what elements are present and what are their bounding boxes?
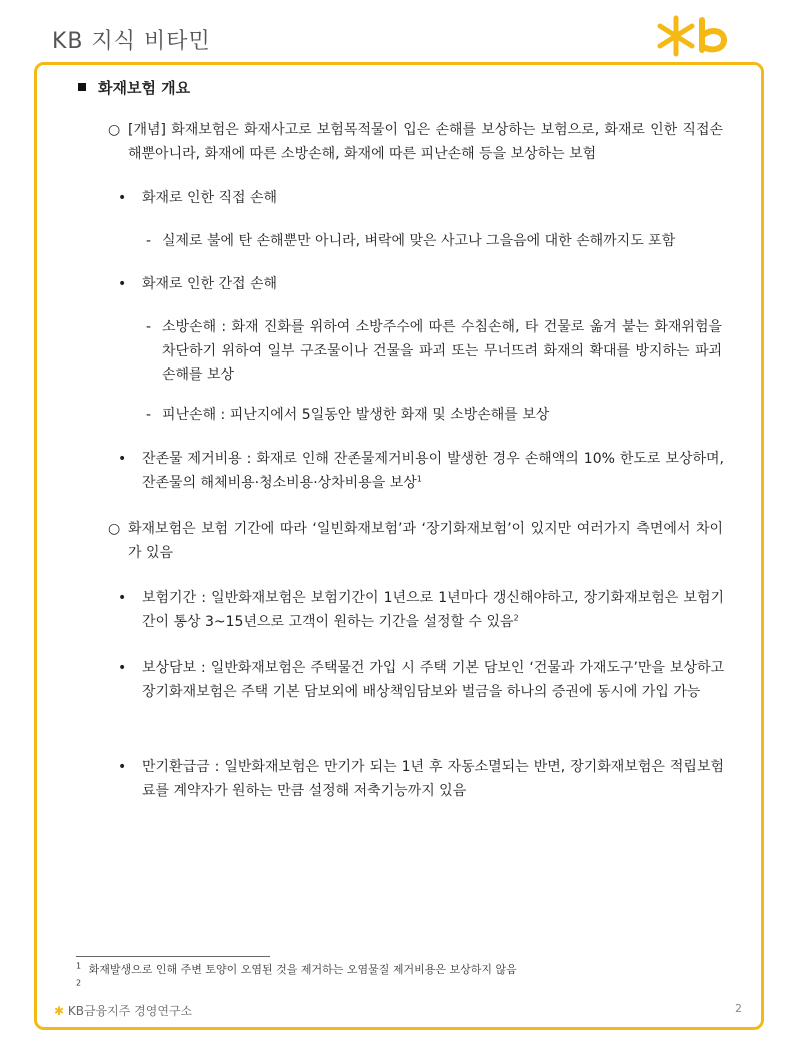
dot-bullet-icon: • [118, 276, 127, 292]
footer-brand-text: KB금융지주 경영연구소 [67, 1004, 193, 1018]
dash-bullet-icon: - [146, 319, 152, 335]
detail-direct-loss: 실제로 불에 탄 손해뿐만 아니라, 벼락에 맞은 사고나 그을음에 대한 손해까지도 포함 [162, 233, 676, 249]
page-number: 2 [735, 1002, 742, 1015]
footer-brand [54, 1002, 192, 1019]
item-insurance-period-text: 보험기간 : 일반화재보험은 보험기간이 1년으로 1년마다 갱신해야하고, 장기화재보험은 보험기간이 통상 3~15년으로 고객이 원하는 기간을 설정할 수 있음 [142, 590, 724, 630]
dash-bullet-icon: - [146, 233, 152, 249]
footnote-divider [76, 956, 270, 957]
item-debris-removal [142, 447, 724, 495]
dot-bullet-icon: • [118, 660, 127, 676]
circle-bullet-icon: ○ [108, 122, 121, 138]
paragraph-comparison: 화재보험은 보험 기간에 따라 ‘일빈화재보험’과 ‘장기화재보험’이 있지만 여러가지 측면에서 차이가 있음 [128, 521, 723, 561]
header-title: KB 지식 비타민 [52, 29, 211, 54]
dot-bullet-icon: • [118, 451, 127, 467]
dot-bullet-icon: • [118, 590, 127, 606]
square-bullet-icon [78, 83, 86, 91]
footnote-ref-2[interactable]: 2 [513, 613, 519, 623]
section-heading-text: 화재보험 개요 [98, 79, 191, 97]
item-maturity-refund: 만기환급금 : 일반화재보험은 만기가 되는 1년 후 자동소멸되는 반면, 장기화재보험은 적립보험료를 계약자가 원하는 만큼 설정해 저축기능까지 있음 [142, 759, 724, 799]
dash-bullet-icon: - [146, 407, 152, 423]
item-debris-removal-text: 잔존물 제거비용 : 화재로 인해 잔존물제거비용이 발생한 경우 손해액의 10% 한도로 보상하며, 잔존물의 해체비용·청소비용·상차비용을 보상 [142, 451, 724, 491]
footnote-1 [76, 963, 736, 977]
item-direct-loss: 화재로 인한 직접 손해 [142, 190, 278, 206]
footnote-ref-1[interactable]: 1 [416, 474, 422, 484]
circle-bullet-icon: ○ [108, 521, 121, 537]
detail-firefighting-loss: 소방손해 : 화재 진화를 위하여 소방주수에 따른 수침손해, 타 건물로 옮겨 붙는 화재위험을 차단하기 위하여 일부 구조물이나 건물을 파괴 또는 무너뜨려 화재의 확대를 방지하는 파괴손해를 보상 [162, 319, 722, 383]
kb-star-small-icon: ✱ [54, 1004, 65, 1018]
footnote-1-num: 1 [76, 961, 82, 971]
item-insurance-period [142, 586, 724, 634]
dot-bullet-icon: • [118, 759, 127, 775]
footnote-2 [76, 980, 81, 994]
footnote-1-text: 화재발생으로 인해 주변 토양이 오염된 것을 제거하는 오염물질 제거비용은 보상하지 않음 [88, 963, 517, 976]
dot-bullet-icon: • [118, 190, 127, 206]
paragraph-concept: [개념] 화재보험은 화재사고로 보험목적물이 입은 손해를 보상하는 보험으로, 화재로 인한 직접손해뿐아니라, 화재에 따른 소방손해, 화재에 따른 피난손해 등을 보상하는 보험 [128, 122, 723, 162]
footnote-2-num: 2 [76, 978, 82, 988]
item-coverage: 보상담보 : 일반화재보험은 주택물건 가입 시 주택 기본 담보인 ‘건물과 가재도구’만을 보상하고 장기화재보험은 주택 기본 담보외에 배상책임담보와 벌금을 하나의 증권에 동시에 가입 가능 [142, 660, 724, 700]
detail-evacuation-loss: 피난손해 : 피난지에서 5일동안 발생한 화재 및 소방손해를 보상 [162, 407, 550, 423]
section-heading [78, 76, 190, 100]
item-indirect-loss: 화재로 인한 간접 손해 [142, 276, 278, 292]
